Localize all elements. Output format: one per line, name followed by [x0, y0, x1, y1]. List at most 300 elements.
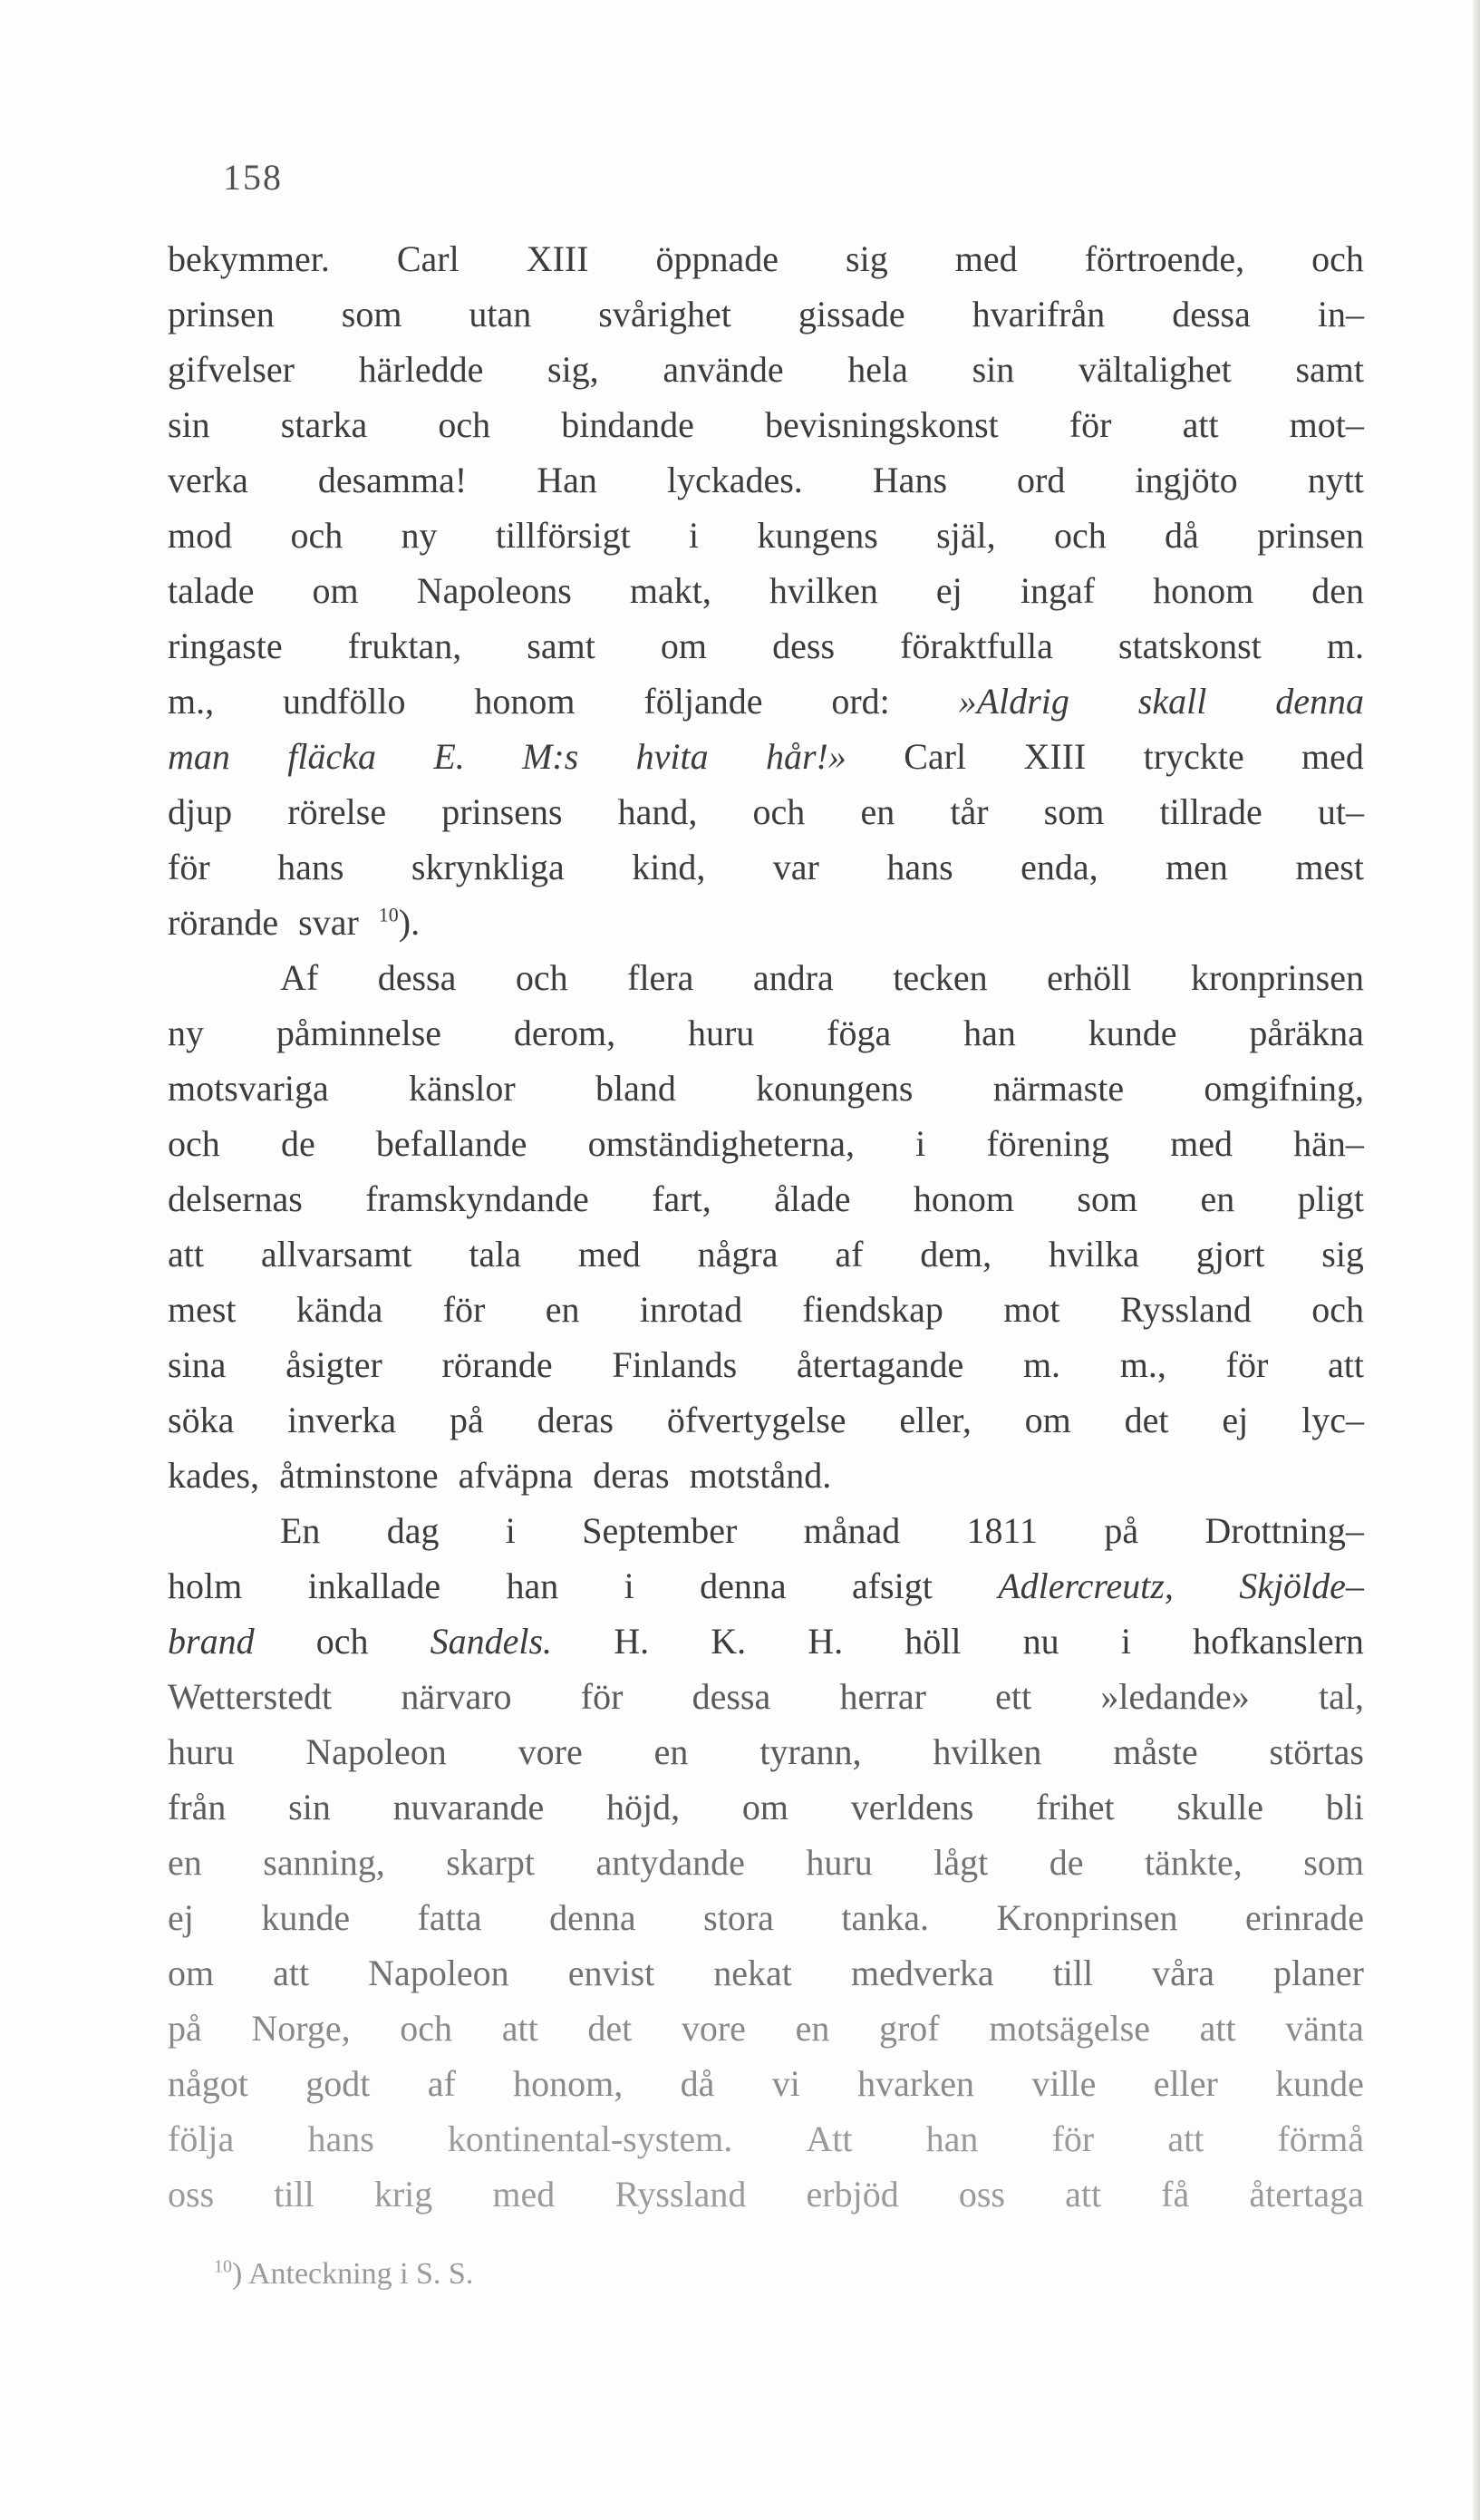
word: själ,: [936, 515, 996, 556]
word: »ledande»: [1100, 1676, 1250, 1717]
word: vore: [681, 2008, 746, 2049]
word: motsvariga: [168, 1068, 329, 1109]
word: mest: [1295, 847, 1364, 887]
word: nekat: [713, 1953, 792, 1993]
word: Skjölde–: [1239, 1565, 1364, 1606]
word: vänta: [1285, 2008, 1364, 2049]
word: fruktan,: [347, 625, 462, 666]
word: att: [168, 1234, 204, 1275]
word: 1811: [966, 1510, 1039, 1551]
word: en: [1200, 1178, 1235, 1219]
word: eller: [1153, 2063, 1218, 2104]
word: svar: [298, 902, 359, 943]
word: sig: [846, 238, 888, 279]
word: ingaf: [1020, 570, 1096, 611]
word: holm: [168, 1565, 243, 1606]
word: huru: [806, 1842, 873, 1883]
word: i: [915, 1123, 926, 1164]
word: godt: [305, 2063, 371, 2104]
word: M:s: [522, 736, 579, 777]
word: en: [860, 791, 895, 832]
word: ett: [995, 1676, 1032, 1717]
word: hofkanslern: [1193, 1621, 1364, 1662]
word: denna: [549, 1897, 636, 1938]
word: m.,: [168, 681, 215, 722]
word: med: [1170, 1123, 1233, 1164]
word: kunde: [1275, 2063, 1364, 2104]
word: hvita: [635, 736, 709, 777]
word: makt,: [629, 570, 711, 611]
word: vi: [771, 2063, 800, 2104]
word: på: [1104, 1510, 1139, 1551]
text-line: [168, 839, 1364, 895]
word: XIII: [1023, 736, 1087, 777]
word: omständigheterna,: [587, 1123, 855, 1164]
text-line: [168, 2111, 1364, 2166]
word: krig: [373, 2174, 433, 2215]
word: delsernas: [168, 1178, 303, 1219]
text-line: [168, 397, 1364, 452]
word: En: [280, 1510, 321, 1551]
word: måste: [1113, 1731, 1198, 1772]
word: Hans: [872, 460, 948, 500]
word: att: [1167, 2118, 1204, 2159]
word: mod: [168, 515, 233, 556]
word: prinsens: [441, 791, 563, 832]
text-line: [168, 2056, 1364, 2111]
word: huru: [168, 1731, 235, 1772]
word: ej: [935, 570, 962, 611]
word: och: [1311, 238, 1364, 279]
word: hvilken: [933, 1731, 1042, 1772]
word: kunde: [1088, 1013, 1177, 1053]
word: om: [168, 1953, 215, 1993]
word: om: [312, 570, 359, 611]
word: erinrade: [1244, 1897, 1364, 1938]
word: en: [545, 1289, 580, 1330]
word: skarpt: [446, 1842, 535, 1883]
word: pligt: [1297, 1178, 1364, 1219]
word: verka: [168, 460, 248, 500]
word: hvilka: [1049, 1234, 1139, 1275]
word: inrotad: [639, 1289, 743, 1330]
word: hår!»: [765, 736, 846, 777]
word: honom: [474, 681, 576, 722]
text-line: [168, 1337, 1364, 1392]
body-text: [168, 231, 1364, 2222]
word: förmå: [1277, 2118, 1364, 2159]
word: ålade: [774, 1178, 851, 1219]
text-line: [168, 342, 1364, 397]
word: Norge,: [251, 2008, 351, 2049]
word: fiendskap: [802, 1289, 943, 1330]
word: verldens: [850, 1787, 974, 1827]
word: hans: [277, 847, 344, 887]
word: ej: [1222, 1400, 1249, 1440]
word: för: [1225, 1344, 1269, 1385]
word: medverka: [850, 1953, 994, 1993]
word: med: [577, 1234, 641, 1275]
word: i: [505, 1510, 516, 1551]
word: allvarsamt: [260, 1234, 412, 1275]
word: skrynkliga: [411, 847, 565, 887]
word: bland: [595, 1068, 676, 1109]
word: sin: [168, 404, 210, 445]
word: honom,: [513, 2063, 624, 2104]
word: eller,: [899, 1400, 972, 1440]
word: det: [587, 2008, 633, 2049]
word: sig,: [547, 349, 599, 390]
word: de: [1049, 1842, 1084, 1883]
word: dessa: [692, 1676, 771, 1717]
word: för: [168, 847, 210, 887]
word: bekymmer.: [168, 238, 330, 279]
word: och: [290, 515, 343, 556]
word: utan: [469, 294, 532, 334]
word: använde: [663, 349, 784, 390]
word: envist: [567, 1953, 655, 1993]
word: erhöll: [1047, 957, 1132, 998]
word: skall: [1137, 681, 1207, 722]
word: i: [689, 515, 700, 556]
word: huru: [687, 1013, 755, 1053]
word: en: [795, 2008, 830, 2049]
word: Carl: [396, 238, 459, 279]
text-line: [168, 729, 1364, 784]
word: Napoleons: [416, 570, 572, 611]
word: statskonst: [1117, 625, 1262, 666]
word: af: [427, 2063, 456, 2104]
word: kades,: [168, 1455, 260, 1496]
word: framskyndande: [365, 1178, 589, 1219]
word: herrar: [839, 1676, 926, 1717]
word: fart,: [652, 1178, 711, 1219]
text-line: [168, 452, 1364, 508]
word: de: [280, 1123, 315, 1164]
word: till: [1052, 1953, 1094, 1993]
word: grof: [878, 2008, 940, 2049]
word: i: [1120, 1621, 1131, 1662]
word: med: [954, 238, 1018, 279]
word: vältalighet: [1078, 349, 1232, 390]
word: höjd,: [605, 1787, 681, 1827]
word: han: [506, 1565, 559, 1606]
word: återtagande: [796, 1344, 964, 1385]
word: höll: [904, 1621, 962, 1662]
text-line: [168, 1724, 1364, 1779]
word: ej: [168, 1897, 194, 1938]
word: i: [624, 1565, 634, 1606]
word: för: [442, 1289, 486, 1330]
word: dessa: [1172, 294, 1251, 334]
word: XIII: [526, 238, 589, 279]
word: prinsen: [1257, 515, 1364, 556]
word: afväpna: [458, 1455, 574, 1496]
word: tillförsigt: [495, 515, 631, 556]
word: det: [1124, 1400, 1169, 1440]
word: Att: [806, 2118, 853, 2159]
word: denna: [700, 1565, 787, 1606]
word: att: [501, 2008, 538, 2049]
word: hvarken: [857, 2063, 974, 2104]
word: kända: [295, 1289, 383, 1330]
word: befallande: [375, 1123, 527, 1164]
word: närmaste: [992, 1068, 1125, 1109]
word: följande: [643, 681, 763, 722]
word: Af: [280, 957, 319, 998]
word: tecken: [893, 957, 988, 998]
word: antydande: [595, 1842, 745, 1883]
word: planer: [1273, 1953, 1364, 1993]
text-line: [168, 1890, 1364, 1945]
word: afsigt: [851, 1565, 933, 1606]
word: »Aldrig: [958, 681, 1069, 722]
text-line: [168, 950, 1364, 1005]
word: om: [741, 1787, 788, 1827]
word: en: [168, 1842, 202, 1883]
word: m.,: [1119, 1344, 1166, 1385]
word: bevisningskonst: [764, 404, 999, 445]
word: och: [315, 1621, 369, 1662]
word: sanning,: [263, 1842, 385, 1883]
word: Carl: [904, 736, 967, 777]
word: hans: [307, 2118, 374, 2159]
word: hand,: [617, 791, 698, 832]
word: sig: [1321, 1234, 1364, 1275]
word: öppnade: [655, 238, 779, 279]
text-line: [168, 618, 1364, 674]
word: för: [1069, 404, 1112, 445]
word: honom: [1153, 570, 1254, 611]
word: nytt: [1307, 460, 1364, 500]
word: Drottning–: [1204, 1510, 1364, 1551]
word: kunde: [261, 1897, 351, 1938]
word: nu: [1022, 1621, 1059, 1662]
word: fläcka: [287, 736, 376, 777]
text-line: [168, 1448, 1364, 1503]
word: kungens: [757, 515, 878, 556]
word: ville: [1031, 2063, 1097, 2104]
word: mot: [1003, 1289, 1060, 1330]
word: gjort: [1195, 1234, 1265, 1275]
word: från: [168, 1787, 227, 1827]
word: ut–: [1317, 791, 1364, 832]
word: Ryssland: [1119, 1289, 1252, 1330]
word: frihet: [1036, 1787, 1115, 1827]
word: var: [772, 847, 819, 887]
text-line: [168, 2166, 1364, 2222]
word: Ryssland: [614, 2174, 747, 2215]
word: söka: [168, 1400, 235, 1440]
word: en: [653, 1731, 689, 1772]
text-line: [168, 1945, 1364, 2001]
word: inkallade: [307, 1565, 441, 1606]
word: till: [274, 2174, 314, 2215]
word: mot–: [1289, 404, 1364, 445]
word: September: [582, 1510, 738, 1551]
word: tänkte,: [1145, 1842, 1243, 1883]
word: Adlercreutz,: [998, 1565, 1174, 1606]
word: månad: [803, 1510, 901, 1551]
word: hän–: [1293, 1123, 1364, 1164]
text-line: [168, 1779, 1364, 1835]
word: deras: [593, 1455, 670, 1496]
word: H.: [808, 1621, 844, 1662]
text-line: [168, 1614, 1364, 1669]
word: K.: [711, 1621, 747, 1662]
word: som: [1043, 791, 1105, 832]
word: åtminstone: [279, 1455, 439, 1496]
word: den: [1311, 570, 1364, 611]
word: fatta: [417, 1897, 482, 1938]
word: han: [925, 2118, 979, 2159]
text-line: [168, 1392, 1364, 1448]
word: kronprinsen: [1190, 957, 1364, 998]
word: han: [963, 1013, 1016, 1053]
word: sin: [972, 349, 1015, 390]
text-line: [168, 674, 1364, 729]
text-line: [168, 1835, 1364, 1890]
text-line: [168, 231, 1364, 286]
word: dem,: [920, 1234, 992, 1275]
word: våra: [1152, 1953, 1214, 1993]
word: bindande: [561, 404, 694, 445]
word: hvarifrån: [972, 294, 1106, 334]
word: och: [515, 957, 568, 998]
word: m.: [1022, 1344, 1061, 1385]
text-line: [168, 895, 1364, 950]
word: talade: [168, 570, 255, 611]
word: föraktfulla: [900, 625, 1053, 666]
word: följa: [168, 2118, 235, 2159]
word: vore: [518, 1731, 583, 1772]
word: samt: [527, 625, 595, 666]
word: andra: [752, 957, 834, 998]
word: brand: [168, 1621, 255, 1662]
text-line: [168, 784, 1364, 839]
word: och: [168, 1123, 220, 1164]
word: sina: [168, 1344, 227, 1385]
word: kontinental-system.: [447, 2118, 733, 2159]
word: ny: [168, 1013, 204, 1053]
word: svårighet: [598, 294, 731, 334]
text-line: [168, 1226, 1364, 1282]
word: härledde: [358, 349, 484, 390]
word: tyrann,: [759, 1731, 862, 1772]
word: föga: [827, 1013, 892, 1053]
word: oss: [958, 2174, 1005, 2215]
word: ny: [401, 515, 438, 556]
word: att: [1065, 2174, 1102, 2215]
word: påräkna: [1249, 1013, 1364, 1053]
text-line: [168, 1171, 1364, 1226]
word: motsägelse: [989, 2008, 1150, 2049]
word: förtroende,: [1084, 238, 1245, 279]
footnote-text: ) Anteckning i S. S.: [232, 2257, 474, 2291]
word: lyc–: [1301, 1400, 1364, 1440]
word: några: [697, 1234, 779, 1275]
word: Han: [537, 460, 597, 500]
word: derom,: [513, 1013, 616, 1053]
word: flera: [627, 957, 694, 998]
word: skulle: [1176, 1787, 1263, 1827]
word: att: [1327, 1344, 1364, 1385]
word: kind,: [632, 847, 706, 887]
word: då: [1165, 515, 1199, 556]
text-line: [168, 286, 1364, 342]
word: som: [341, 294, 402, 334]
word: $^{10}$).: [378, 902, 421, 943]
word: då: [680, 2063, 715, 2104]
word: Wetterstedt: [168, 1676, 333, 1717]
word: Sandels.: [430, 1621, 553, 1662]
word: konungens: [756, 1068, 914, 1109]
word: hans: [886, 847, 953, 887]
word: Napoleon: [305, 1731, 447, 1772]
word: hela: [847, 349, 908, 390]
word: rörande: [441, 1344, 553, 1385]
word: dess: [772, 625, 836, 666]
word: förening: [986, 1123, 1109, 1164]
text-line: [168, 563, 1364, 618]
word: starka: [280, 404, 368, 445]
word: att: [1182, 404, 1219, 445]
footnote-mark: 10: [214, 2256, 232, 2277]
word: ord: [1017, 460, 1066, 500]
word: in–: [1317, 294, 1364, 334]
word: öfvertygelse: [666, 1400, 846, 1440]
word: lyckades.: [666, 460, 803, 500]
word: något: [168, 2063, 248, 2104]
word: deras: [537, 1400, 614, 1440]
word: desamma!: [317, 460, 468, 500]
word: med: [1301, 736, 1364, 777]
word: bli: [1325, 1787, 1364, 1827]
word: att: [1199, 2008, 1236, 2049]
word: känslor: [408, 1068, 516, 1109]
word: erbjöd: [806, 2174, 899, 2215]
word: af: [835, 1234, 864, 1275]
page-number: 158: [223, 157, 283, 198]
word: prinsen: [168, 294, 275, 334]
word: och: [400, 2008, 453, 2049]
word: tal,: [1318, 1676, 1364, 1717]
word: motstånd.: [689, 1455, 832, 1496]
text-line: [168, 1503, 1364, 1558]
word: om: [1024, 1400, 1071, 1440]
word: nuvarande: [392, 1787, 545, 1827]
text-line: [168, 1005, 1364, 1061]
word: med: [492, 2174, 556, 2215]
word: Finlands: [612, 1344, 738, 1385]
word: som: [1077, 1178, 1138, 1219]
word: och: [1053, 515, 1107, 556]
word: påminnelse: [276, 1013, 442, 1053]
word: tanka.: [841, 1897, 930, 1938]
word: sin: [288, 1787, 331, 1827]
word: tillrade: [1159, 791, 1262, 832]
word: mest: [168, 1289, 237, 1330]
text-line: [168, 1061, 1364, 1116]
footnote: [214, 2257, 473, 2292]
word: lågt: [933, 1842, 989, 1883]
word: samt: [1295, 349, 1364, 390]
word: Kronprinsen: [996, 1897, 1178, 1938]
word: hvilken: [769, 570, 878, 611]
word: man: [168, 736, 230, 777]
word: på: [449, 1400, 484, 1440]
text-line: [168, 2001, 1364, 2056]
